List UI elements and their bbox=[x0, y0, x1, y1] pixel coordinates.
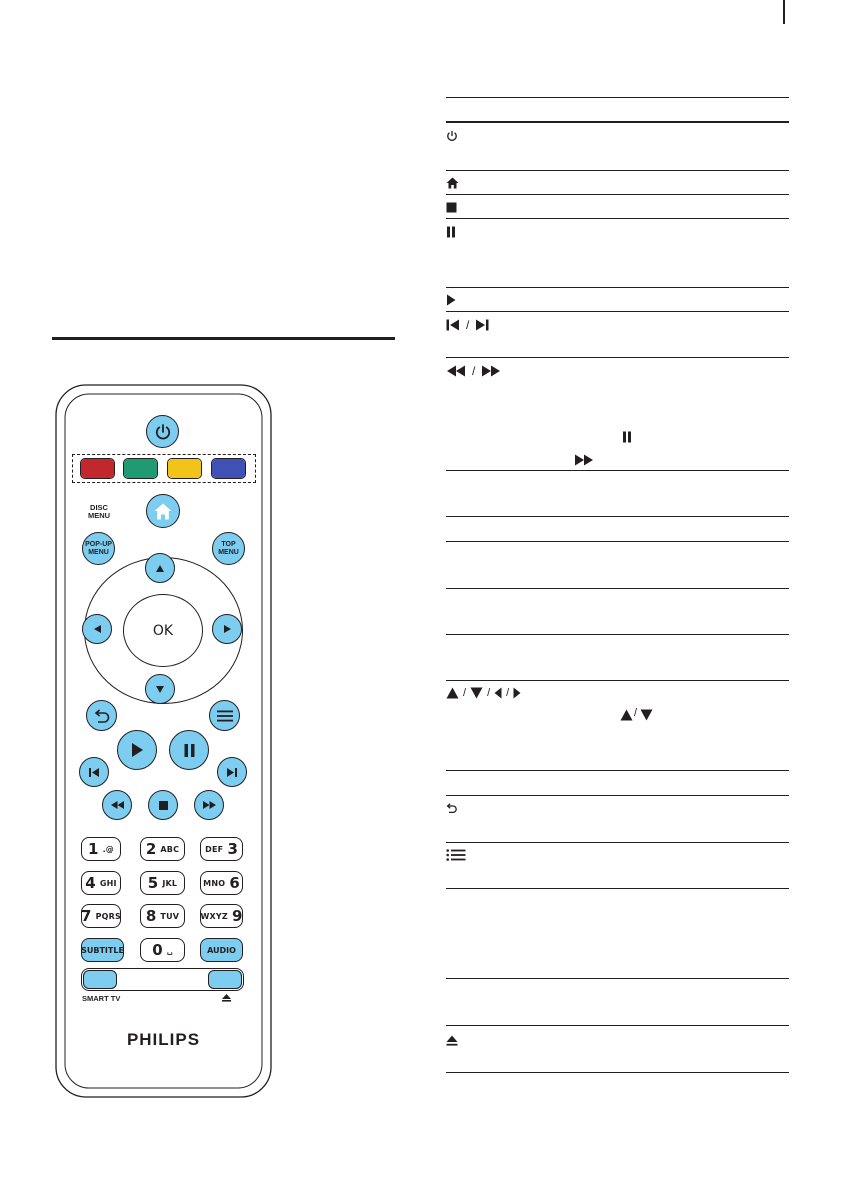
row-separator bbox=[446, 842, 789, 843]
nav-down-button[interactable] bbox=[145, 674, 175, 704]
back-icon bbox=[94, 709, 110, 723]
table-row-skip: / bbox=[446, 318, 489, 332]
row-separator bbox=[446, 978, 789, 979]
key-number: 2 bbox=[145, 840, 157, 858]
arrow-down-icon bbox=[640, 709, 653, 721]
nav-up-button[interactable] bbox=[145, 553, 175, 583]
arrow-right-icon bbox=[513, 687, 521, 699]
key-9[interactable] bbox=[200, 904, 243, 928]
table-row-home bbox=[446, 176, 459, 190]
table-row-back bbox=[446, 801, 457, 815]
row-separator bbox=[446, 680, 789, 681]
table-header-rule bbox=[446, 121, 789, 123]
key-0[interactable] bbox=[140, 938, 185, 962]
key-letters: TUV bbox=[160, 911, 180, 921]
key-letters: JKL bbox=[162, 878, 178, 888]
options-button[interactable] bbox=[209, 700, 240, 731]
eject-icon bbox=[222, 994, 231, 1002]
remote-control bbox=[55, 384, 272, 1098]
key-2[interactable] bbox=[140, 837, 185, 861]
row-separator bbox=[446, 541, 789, 542]
fast-forward-icon bbox=[481, 365, 501, 377]
popup-menu-button[interactable] bbox=[82, 532, 115, 565]
smart-tv-label: SMART TV bbox=[82, 994, 121, 1003]
key-6[interactable] bbox=[200, 871, 243, 895]
key-8[interactable] bbox=[140, 904, 185, 928]
power-icon bbox=[154, 423, 172, 441]
pause-button[interactable] bbox=[169, 730, 209, 770]
table-row-options bbox=[446, 848, 466, 862]
row-separator bbox=[446, 287, 789, 288]
arrow-down-icon bbox=[156, 686, 164, 693]
row-separator bbox=[446, 795, 789, 796]
skip-previous-icon bbox=[89, 768, 99, 777]
key-number: 4 bbox=[85, 874, 96, 892]
red-key[interactable] bbox=[80, 458, 115, 479]
arrow-left-icon bbox=[494, 687, 502, 699]
table-row-pause bbox=[446, 225, 456, 239]
rewind-icon bbox=[111, 801, 124, 809]
key-number: 6 bbox=[229, 874, 240, 892]
skip-next-icon bbox=[475, 319, 489, 331]
row-separator bbox=[446, 218, 789, 219]
power-button[interactable] bbox=[146, 415, 179, 448]
table-row-power bbox=[446, 129, 458, 143]
power-icon bbox=[446, 130, 458, 142]
fast-forward-icon bbox=[203, 801, 216, 809]
key-letters: PQRS bbox=[95, 911, 121, 921]
table-row-search: / bbox=[446, 364, 501, 378]
key-number: 7 bbox=[81, 907, 92, 925]
subtitle-label: SUBTITLE bbox=[81, 945, 124, 955]
blue-key[interactable] bbox=[211, 458, 246, 479]
row-separator bbox=[446, 170, 789, 171]
key-number: 9 bbox=[232, 907, 243, 925]
back-icon bbox=[446, 803, 457, 814]
skip-previous-icon bbox=[446, 319, 460, 331]
key-letters: .@ bbox=[102, 844, 115, 854]
key-number: 0 bbox=[152, 941, 163, 959]
rewind-icon bbox=[446, 365, 466, 377]
key-number: 1 bbox=[87, 840, 99, 858]
pause-icon bbox=[446, 226, 456, 238]
arrow-up-icon bbox=[620, 709, 633, 721]
play-icon bbox=[446, 294, 456, 306]
nav-left-button[interactable] bbox=[82, 614, 112, 644]
play-icon bbox=[131, 743, 143, 757]
key-1[interactable] bbox=[81, 837, 121, 861]
play-button[interactable] bbox=[117, 730, 157, 770]
key-number: 5 bbox=[147, 874, 159, 892]
home-icon bbox=[446, 177, 459, 189]
row-separator bbox=[446, 516, 789, 517]
audio-label: AUDIO bbox=[207, 945, 236, 955]
options-icon bbox=[217, 710, 233, 722]
stop-icon bbox=[446, 202, 457, 213]
table-row-eject bbox=[446, 1033, 458, 1047]
rewind-button[interactable] bbox=[102, 790, 132, 820]
row-separator bbox=[446, 634, 789, 635]
smart-tv-button[interactable] bbox=[83, 970, 117, 989]
top-menu-button[interactable] bbox=[212, 532, 245, 565]
ok-label: OK bbox=[152, 622, 174, 639]
home-button[interactable] bbox=[146, 494, 180, 528]
arrow-down-icon bbox=[470, 687, 483, 699]
key-4[interactable] bbox=[81, 871, 121, 895]
key-7[interactable] bbox=[81, 904, 121, 928]
row-separator bbox=[446, 470, 789, 471]
brand-logo: PHILIPS bbox=[126, 1030, 201, 1049]
next-button[interactable] bbox=[217, 757, 247, 787]
arrow-up-icon bbox=[446, 687, 459, 699]
row-separator bbox=[446, 311, 789, 312]
key-letters: ␣ bbox=[166, 945, 173, 955]
key-letters: DEF bbox=[205, 844, 224, 854]
popup-menu-label: POP-UP MENU bbox=[85, 541, 112, 556]
options-icon bbox=[446, 849, 466, 861]
fast-forward-button[interactable] bbox=[194, 790, 224, 820]
table-row-play bbox=[446, 293, 456, 307]
key-3[interactable] bbox=[200, 837, 243, 861]
row-separator bbox=[446, 1025, 789, 1026]
pause-icon bbox=[622, 431, 632, 443]
pause-icon bbox=[184, 744, 195, 757]
stop-button[interactable] bbox=[148, 790, 178, 820]
previous-button[interactable] bbox=[79, 757, 109, 787]
fast-forward-icon bbox=[574, 454, 594, 466]
slash-separator: / bbox=[634, 707, 638, 719]
button-function-table bbox=[446, 0, 789, 1080]
row-separator bbox=[446, 770, 789, 771]
row-separator bbox=[446, 357, 789, 358]
key-5[interactable] bbox=[140, 871, 185, 895]
key-letters: ABC bbox=[160, 844, 180, 854]
home-icon bbox=[154, 503, 172, 520]
skip-next-icon bbox=[227, 768, 237, 777]
eject-button[interactable] bbox=[208, 970, 242, 989]
arrow-right-icon bbox=[224, 625, 231, 633]
green-key[interactable] bbox=[123, 458, 158, 479]
eject-icon bbox=[446, 1035, 458, 1046]
table-bottom-rule bbox=[446, 1072, 789, 1073]
stop-icon bbox=[159, 801, 168, 810]
row-separator bbox=[446, 888, 789, 889]
section-rule bbox=[52, 337, 395, 340]
key-number: 3 bbox=[227, 840, 238, 858]
table-row-navigation: / / / bbox=[446, 686, 521, 700]
subtitle-button[interactable] bbox=[81, 938, 124, 962]
disc-menu-label: DISC MENU bbox=[87, 503, 111, 520]
key-number: 8 bbox=[145, 907, 157, 925]
row-separator bbox=[446, 588, 789, 589]
eject-label bbox=[220, 994, 232, 1004]
back-button[interactable] bbox=[86, 700, 117, 731]
key-letters: GHI bbox=[99, 878, 117, 888]
arrow-left-icon bbox=[94, 625, 101, 633]
key-letters: WXYZ bbox=[200, 911, 228, 921]
row-separator bbox=[446, 194, 789, 195]
table-row-stop bbox=[446, 200, 457, 214]
arrow-up-icon bbox=[156, 565, 164, 572]
key-letters: MNO bbox=[203, 878, 226, 888]
table-top-rule bbox=[446, 97, 789, 98]
yellow-key[interactable] bbox=[167, 458, 202, 479]
nav-right-button[interactable] bbox=[212, 614, 242, 644]
ok-button[interactable] bbox=[123, 594, 203, 667]
top-menu-label: TOP MENU bbox=[218, 541, 239, 556]
audio-button[interactable] bbox=[200, 938, 243, 962]
